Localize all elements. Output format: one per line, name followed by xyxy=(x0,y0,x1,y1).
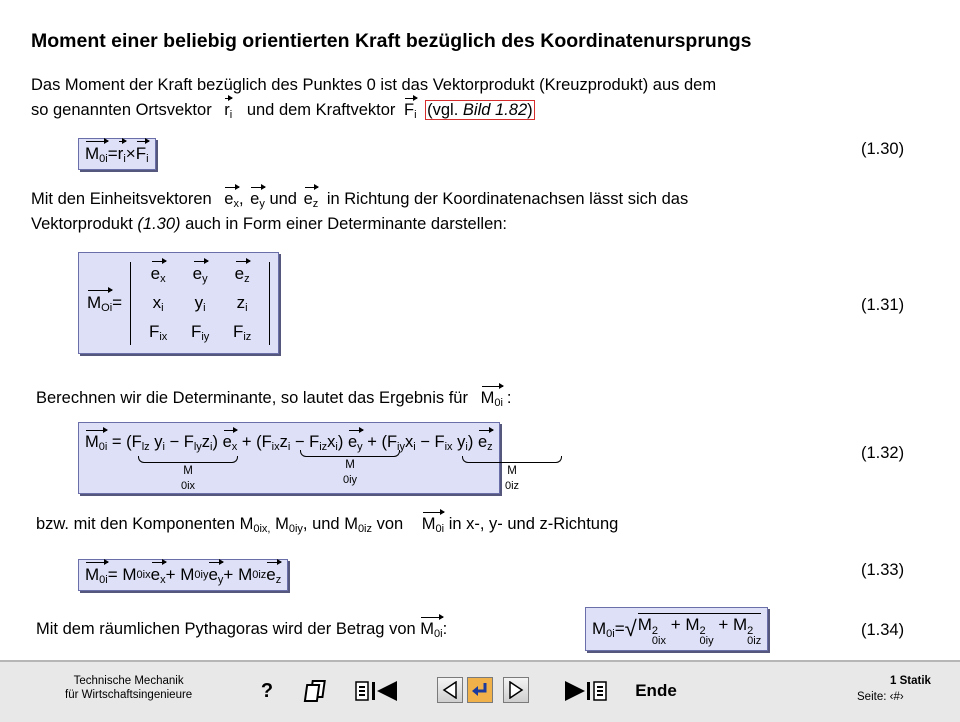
footer-page-label: Seite: xyxy=(857,691,887,703)
unit-vectors-line-2: Vektorprodukt (1.30) auch in Form einer Determinante darstellen: xyxy=(31,215,508,233)
intro-line-1: Das Moment der Kraft bezüglich des Punktes 0 ist das Vektorprodukt (Kreuzprodukt) aus dem xyxy=(31,76,717,94)
intro-text-a: so genannten Ortsvektor xyxy=(31,101,212,119)
unit-vectors-line-1: Mit den Einheitsvektoren $e_x$, $e_y$ und $e_z$ in Richtung der Koordinatenachsen lässt sich das xyxy=(31,190,689,210)
equation-number-1-32: (1.32) xyxy=(861,444,905,462)
f-vector: $F_i$ xyxy=(404,101,417,121)
components-line: bzw. mit den Komponenten $M_{0ix,}$ $M_{0iy}$, und $M_{0iz}$ von $M_{0i}$ in x-, y- und z-Richtung xyxy=(36,515,619,535)
first-page-icon xyxy=(353,679,401,703)
equation-1-30: $M_{0i}$ = $r_i$ × $F_i$ xyxy=(78,138,156,170)
last-page-icon xyxy=(561,679,609,703)
footer-page-number: ‹#› xyxy=(889,691,904,703)
help-button[interactable]: ? xyxy=(260,679,274,702)
equation-number-1-34: (1.34) xyxy=(861,621,905,639)
arrow-right-icon xyxy=(508,681,524,699)
footer-course xyxy=(65,674,192,702)
r-vector: $r_i$ xyxy=(224,101,233,121)
sqrt-radicand: M 2 0ix + M 2 0iy + M 2 0iz xyxy=(637,614,762,647)
return-icon xyxy=(471,681,489,699)
page-title: Moment einer beliebig orientierten Kraft bezüglich des Koordinatenursprungs xyxy=(31,30,752,52)
equation-number-1-31: (1.31) xyxy=(861,296,905,314)
footer-chapter: 1 Statik xyxy=(890,675,931,687)
pages-button[interactable] xyxy=(300,676,334,706)
brace-m0ix: M $_{0ix}$ xyxy=(138,456,238,492)
previous-page-button[interactable] xyxy=(437,677,463,703)
brace-m0iz: M $_{0iz}$ xyxy=(462,456,562,492)
intro-text-b: und dem Kraftvektor xyxy=(246,101,396,119)
brace-m0iy: M $_{0iy}$ xyxy=(300,450,400,486)
pythagoras-line: Mit dem räumlichen Pythagoras wird der Betrag von $M_{0i}$: xyxy=(36,620,448,640)
next-page-button[interactable] xyxy=(503,677,529,703)
equation-1-32: $M_{0i} = (F_{lz}$ $y_i - F_{ly}z_i$) $e_x + (F_{ix}z_i - F_{iz}x_i) e_y + (F_{iy}x_i - F_{ix}$ $y_i$) $e_z$ xyxy=(78,422,500,494)
figure-reference-link[interactable]: (vgl. Bild 1.82) xyxy=(427,101,533,119)
equation-1-33: $M_{0i}$ = M 0ix $e_x$ + M 0iy $e_y$ + M 0iz $e_z$ xyxy=(78,559,288,591)
arrow-left-icon xyxy=(442,681,458,699)
return-button[interactable] xyxy=(467,677,493,703)
intro-line-2 xyxy=(31,101,535,121)
equation-number-1-30: (1.30) xyxy=(861,140,905,158)
footer-page xyxy=(857,690,904,704)
last-page-button[interactable] xyxy=(560,676,610,706)
equation-1-34: $M_{0i}$ = √ M 2 0ix + M 2 0iy + M 2 0iz xyxy=(585,607,768,651)
footer-course-line-1: Technische Mechanik xyxy=(73,675,184,687)
determinant-matrix: $e_x$ $e_y$ $e_z$ $x_i$ $y_i$ $z_i$ $F_{ix}$ $F_{iy}$ $F_{iz}$ xyxy=(130,262,270,345)
footer-course-line-2: für Wirtschaftsingenieure xyxy=(65,689,193,701)
first-page-button[interactable] xyxy=(352,676,402,706)
determinant-result-line: Berechnen wir die Determinante, so lautet das Ergebnis für $M_{0i}$ : xyxy=(36,389,512,409)
equation-number-1-33: (1.33) xyxy=(861,561,905,579)
pages-icon xyxy=(303,679,331,703)
equation-1-31: $M_{Oi}$ = $e_x$ $e_y$ $e_z$ $x_i$ $y_i$ $z_i$ $F_{ix}$ $F_{iy}$ $F_{iz}$ xyxy=(78,252,279,354)
end-button[interactable]: Ende xyxy=(635,681,677,700)
